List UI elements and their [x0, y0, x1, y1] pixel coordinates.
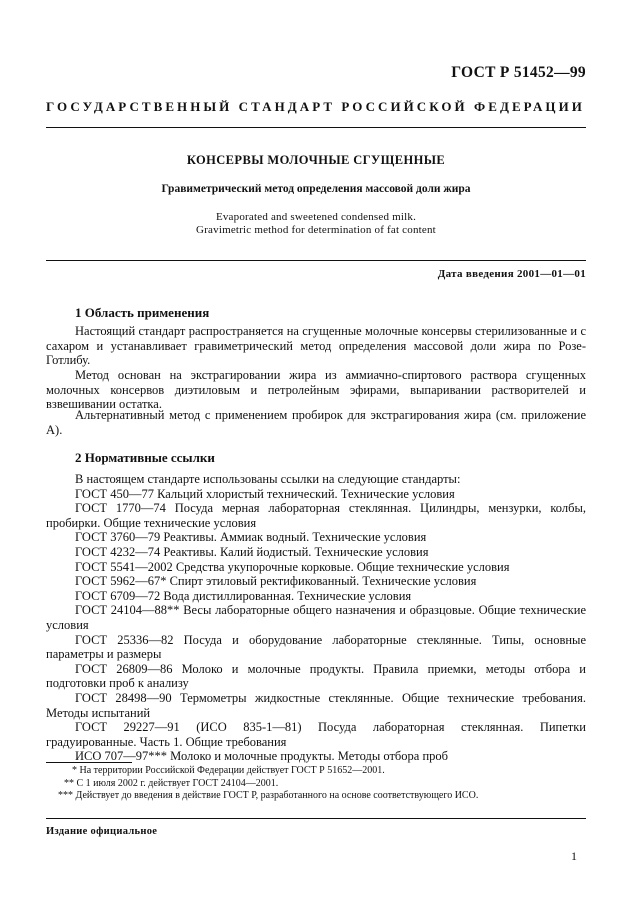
- scope-paragraph: Настоящий стандарт распространяется на сгущенные молочные консервы стерилизованные и с сахаром и устанавливает гравиметрический метод определения массовой доли жира по Розе-Готлибу.: [46, 324, 586, 368]
- section-1-heading: 1 Область применения: [75, 305, 210, 320]
- header-rule: [46, 127, 586, 128]
- reference-item: ГОСТ 25336—82 Посуда и оборудование лабораторные стеклянные. Типы, основные параметры и размеры: [46, 632, 586, 662]
- references-intro: В настоящем стандарте использованы ссылки на следующие стандарты:: [75, 472, 461, 486]
- reference-item: ИСО 707—97*** Молоко и молочные продукты. Методы отбора проб: [75, 749, 449, 764]
- reference-item: ГОСТ 4232—74 Реактивы. Калий йодистый. Технические условия: [75, 544, 429, 559]
- reference-item: ГОСТ 1770—74 Посуда мерная лабораторная стеклянная. Цилиндры, мензурки, колбы, пробирки. Общие технические условия: [46, 501, 586, 530]
- footnote-1: * На территории Российской Федерации действует ГОСТ Р 51652—2001.: [72, 765, 385, 776]
- reference-item: ГОСТ 28498—90 Термометры жидкостные стеклянные. Общие технические требования. Методы испытаний: [46, 690, 586, 720]
- edition-rule: [46, 818, 586, 819]
- english-title-line-1: Evaporated and sweetened condensed milk.: [215, 211, 417, 223]
- reference-item: ГОСТ 5962—67* Спирт этиловый ректификованный. Технические условия: [75, 574, 477, 589]
- reference-item: ГОСТ 26809—86 Молоко и молочные продукты. Правила приемки, методы отбора и подготовки проб к анализу: [46, 661, 586, 691]
- footnotes: [46, 765, 586, 803]
- reference-item: ГОСТ 3760—79 Реактивы. Аммиак водный. Технические условия: [75, 530, 427, 545]
- page-number: 1: [571, 849, 577, 863]
- title-rule: [46, 260, 586, 261]
- section-1-paragraph-3: [46, 408, 586, 437]
- document-subtitle: Гравиметрический метод определения массовой доли жира: [161, 183, 471, 195]
- reference-item: ГОСТ 29227—91 (ИСО 835-1—81) Посуда лабораторная стеклянная. Пипетки градуированные. Часть 1. Общие требования: [46, 720, 586, 749]
- footnote-2: ** С 1 июля 2002 г. действует ГОСТ 24104—2001.: [64, 777, 279, 789]
- reference-item: ГОСТ 5541—2002 Средства укупорочные корковые. Общие технические условия: [75, 559, 510, 574]
- method-paragraph: Метод основан на экстрагировании жира из аммиачно-спиртового раствора сгущенных молочных консервов диэтиловым и петролейным эфирами, выпаривании растворителей и взвешивании остатка.: [46, 368, 586, 412]
- english-title-line-2: Gravimetric method for determination of fat content: [196, 224, 436, 236]
- introduction-date: Дата введения 2001—01—01: [437, 268, 586, 280]
- section-2-heading: 2 Нормативные ссылки: [75, 450, 215, 465]
- normative-references-list: [46, 472, 586, 764]
- edition-label: Издание официальное: [46, 826, 158, 837]
- section-1-paragraph-1: [46, 324, 586, 368]
- reference-item: ГОСТ 450—77 Кальций хлористый технический. Технические условия: [75, 486, 455, 501]
- section-1-paragraph-2: [46, 368, 586, 412]
- standard-number: ГОСТ Р 51452—99: [451, 64, 586, 81]
- document-title: КОНСЕРВЫ МОЛОЧНЫЕ СГУЩЕННЫЕ: [186, 153, 446, 167]
- reference-item: ГОСТ 6709—72 Вода дистиллированная. Технические условия: [75, 588, 412, 603]
- alternative-method-paragraph: Альтернативный метод с применением пробирок для экстрагирования жира (см. приложение А).: [46, 408, 586, 437]
- national-standard-title: ГОСУДАРСТВЕННЫЙ СТАНДАРТ РОССИЙСКОЙ ФЕДЕРАЦИИ: [46, 99, 585, 114]
- reference-item: ГОСТ 24104—88** Весы лабораторные общего назначения и образцовые. Общие технические условия: [46, 603, 586, 632]
- footnote-rule: [46, 762, 132, 763]
- footnote-3: *** Действует до введения в действие ГОСТ Р, разработанного на основе соответствующего ИСО.: [58, 790, 479, 801]
